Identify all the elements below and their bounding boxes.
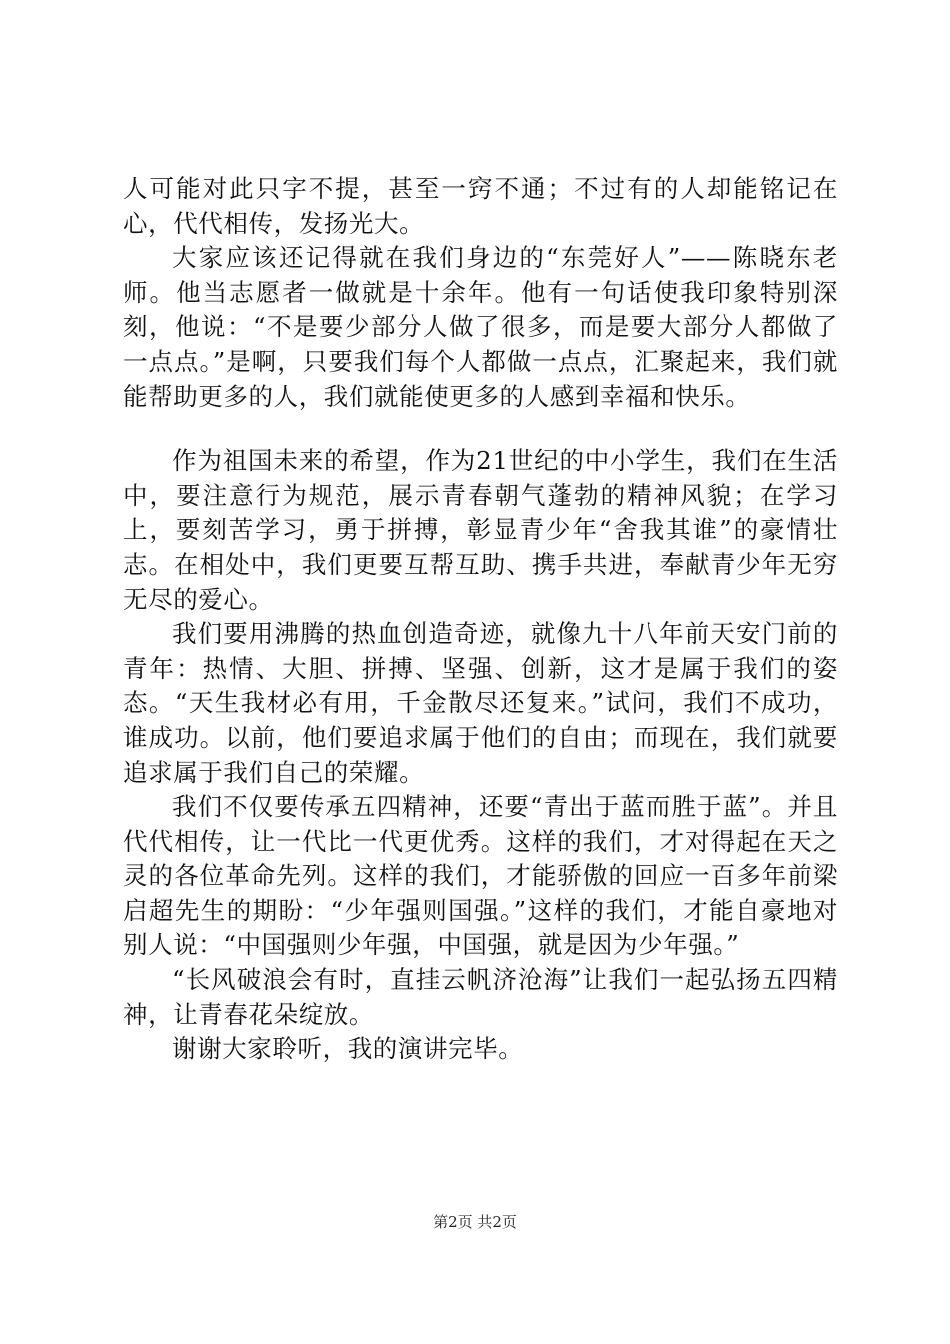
paragraph-2: 大家应该还记得就在我们身边的“东莞好人”——陈晓东老师。他当志愿者一做就是十余年。他有一句话使我印象特别深刻，他说：“不是要少部分人做了很多，而是要大部分人都做了一点点。”是啊，只要我们每个人都做一点点，汇聚起来，我们就能帮助更多的人，我们就能使更多的人感到幸福和快乐。 — [123, 243, 838, 411]
paragraph-6: “长风破浪会有时，直挂云帆济沧海”让我们一起弘扬五四精神，让青春花朵绽放。 — [123, 965, 838, 1029]
paragraph-4: 我们要用沸腾的热血创造奇迹，就像九十八年前天安门前的青年：热情、大胆、拼搏、坚强、创新，这才是属于我们的姿态。“天生我材必有用，千金散尽还复来。”试问，我们不成功，谁成功。以前，他们要追求属于他们的自由；而现在，我们就要追求属于我们自己的荣耀。 — [123, 619, 838, 787]
page-number-footer: 第2页 共2页 — [433, 1213, 517, 1231]
document-body — [123, 172, 838, 1067]
paragraph-5: 我们不仅要传承五四精神，还要“青出于蓝而胜于蓝”。并且代代相传，让一代比一代更优秀。这样的我们，才对得起在天之灵的各位革命先列。这样的我们，才能骄傲的回应一百多年前梁启超先生的期盼：“少年强则国强。”这样的我们，才能自豪地对别人说：“中国强则少年强，中国强，就是因为少年强。” — [123, 792, 838, 960]
paragraph-3: 作为祖国未来的希望，作为21世纪的中小学生，我们在生活中，要注意行为规范，展示青春朝气蓬勃的精神风貌；在学习上，要刻苦学习，勇于拼搏，彰显青少年“舍我其谁”的豪情壮志。在相处中，我们更要互帮互助、携手共进，奉献青少年无穷无尽的爱心。 — [123, 446, 838, 614]
paragraph-7: 谢谢大家聆听，我的演讲完毕。 — [172, 1034, 524, 1064]
paragraph-1: 人可能对此只字不提，甚至一窍不通；不过有的人却能铭记在心，代代相传，发扬光大。 — [123, 174, 838, 238]
